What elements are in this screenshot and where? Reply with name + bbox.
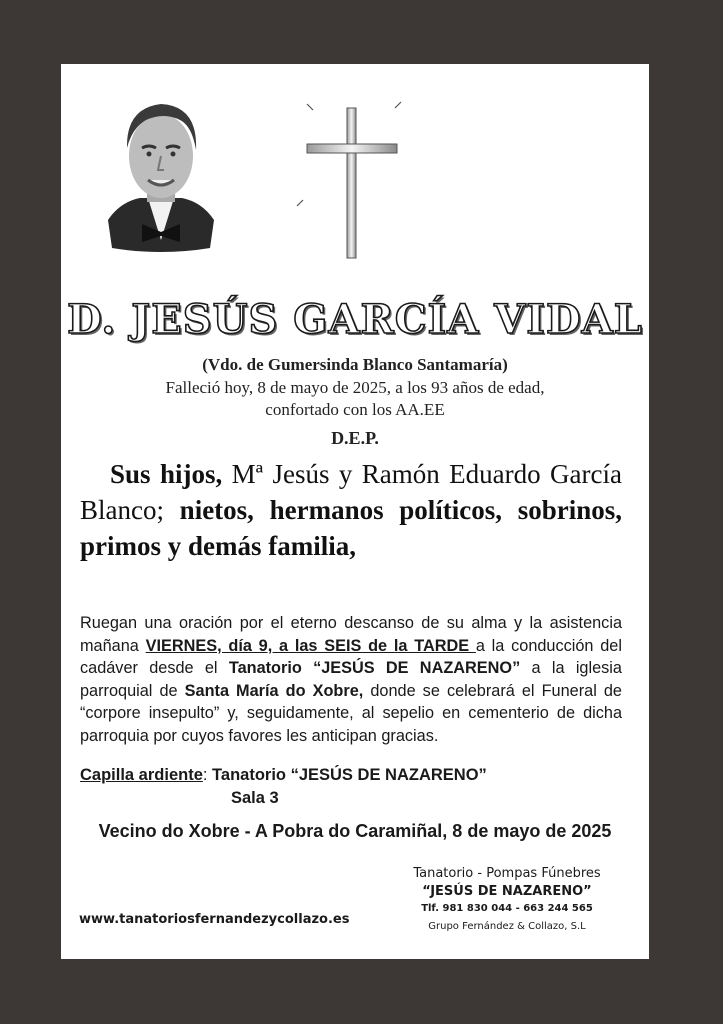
website-link[interactable]: www.tanatoriosfernandezycollazo.es bbox=[79, 912, 350, 927]
residence-date-line: Vecino do Xobre - A Pobra do Caramiñal, 8 de mayo de 2025 bbox=[98, 821, 612, 841]
ceremony-date: VIERNES, día 9, a las SEIS de la TARDE bbox=[145, 636, 476, 655]
ceremony-text-3: a la iglesia parroquial de bbox=[80, 659, 622, 700]
family-sons: Sus hijos, bbox=[110, 459, 223, 489]
ceremony-church: Santa María do Xobre, bbox=[184, 681, 364, 700]
deceased-name: D. JESÚS GARCÍA VIDAL bbox=[67, 296, 643, 343]
ceremony-text-4: donde se celebrará el Funeral de “corpore insepulto” y, seguidamente, al sepelio en cementerio de dicha parroquia por cuyos favores les anticipan gracias. bbox=[80, 681, 622, 745]
family-children: Mª Jesús y Ramón Eduardo García Blanco; bbox=[80, 459, 622, 525]
firm-line-1: Tanatorio - Pompas Fúnebres bbox=[413, 866, 601, 881]
chapel-colon: : bbox=[202, 766, 208, 784]
widow-line: (Vdo. de Gumersinda Blanco Santamaría) bbox=[202, 355, 508, 374]
chapel-info bbox=[80, 764, 622, 807]
firm-phone: Tlf. 981 830 044 - 663 244 565 bbox=[421, 903, 593, 914]
firm-group: Grupo Fernández & Collazo, S.L bbox=[428, 921, 586, 932]
ceremony-funeral-home: Tanatorio “JESÚS DE NAZARENO” bbox=[228, 659, 521, 678]
ceremony-text-1: Ruegan una oración por el eterno descanso de su alma y la asistencia mañana bbox=[80, 614, 622, 655]
ceremony-text-2: a la conducción del cadáver desde el bbox=[80, 636, 622, 678]
cross-icon bbox=[293, 98, 403, 262]
family-paragraph bbox=[80, 456, 622, 564]
chapel-place: Tanatorio “JESÚS DE NAZARENO” bbox=[207, 766, 487, 784]
death-line-2: confortado con los AA.EE bbox=[265, 400, 445, 419]
chapel-room: Sala 3 bbox=[231, 789, 279, 807]
ceremony-paragraph bbox=[80, 612, 622, 748]
family-relatives: nietos, hermanos políticos, sobrinos, primos y demás familia, bbox=[80, 495, 622, 561]
firm-line-2: “JESÚS DE NAZARENO” bbox=[422, 884, 592, 899]
death-line-1: Falleció hoy, 8 de mayo de 2025, a los 93 años de edad, bbox=[165, 378, 545, 397]
dep-line: D.E.P. bbox=[331, 428, 379, 448]
deceased-portrait bbox=[106, 90, 216, 260]
chapel-label: Capilla ardiente bbox=[80, 766, 203, 784]
obituary-sheet bbox=[61, 64, 649, 959]
funeral-home-block bbox=[397, 864, 617, 936]
